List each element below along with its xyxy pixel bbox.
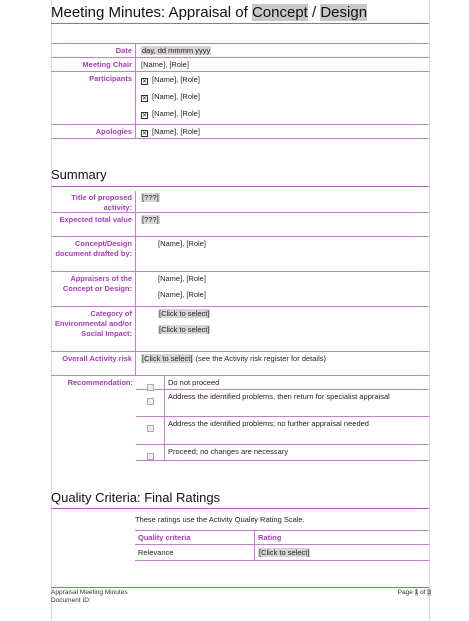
- quality-header-row: Quality criteria Rating: [135, 531, 429, 545]
- rating-select[interactable]: [Click to select]: [259, 548, 310, 557]
- risk-row: Overall Activity risk [Click to select] (see the Activity risk register for details): [51, 352, 429, 376]
- chair-row: Meeting Chair [Name], [Role]: [51, 58, 429, 72]
- quality-heading: Quality Criteria: Final Ratings: [51, 490, 221, 505]
- summary-heading: Summary: [51, 167, 107, 182]
- rec-option: Address the identified problems, then return for specialist appraisal: [136, 390, 429, 417]
- category-select[interactable]: [Click to select]: [159, 309, 210, 318]
- date-row: Date day, dd mmmm yyyy: [51, 44, 429, 58]
- summary-rule: [51, 186, 429, 187]
- checkbox-icon[interactable]: ✕: [142, 79, 148, 85]
- checkbox-icon[interactable]: [147, 425, 154, 432]
- concept-field[interactable]: Concept: [251, 4, 308, 21]
- title-underline: [51, 23, 429, 24]
- risk-select[interactable]: [Click to select]: [142, 354, 193, 363]
- category-row: Category of Environmental and/or Social Impact: [Click to select] [Click to select]: [51, 307, 429, 352]
- checkbox-icon[interactable]: [147, 398, 154, 405]
- table-row: Relevance [Click to select]: [135, 545, 429, 561]
- checkbox-icon[interactable]: ✕: [142, 113, 148, 119]
- checkbox-icon[interactable]: ✕: [142, 131, 148, 137]
- participant-item: ✕ [Name], [Role]: [142, 109, 200, 119]
- recommendation-row: Recommendation: Do not proceed Address the identified problems, then return for specialist appraisal Address the identified problems; no further appraisal needed Proceed; no changes are necessary: [51, 376, 429, 461]
- rec-option: Do not proceed: [136, 376, 429, 390]
- checkbox-icon[interactable]: [147, 453, 154, 460]
- margin-guide-right: [429, 0, 430, 621]
- checkbox-icon[interactable]: ✕: [142, 96, 148, 102]
- apologies-row: Apologies ✕ [Name], [Role]: [51, 125, 429, 139]
- quality-table: [135, 530, 429, 561]
- rec-option: Proceed; no changes are necessary: [136, 445, 429, 461]
- design-field[interactable]: Design: [320, 4, 368, 21]
- summary-table: [51, 191, 429, 461]
- meta-table: [51, 43, 429, 139]
- footer-rule: [51, 587, 429, 588]
- page-title: Meeting Minutes: Appraisal of Concept / Design: [51, 4, 368, 21]
- title-row: Title of proposed activity: [???]: [51, 191, 429, 213]
- page-number: Page 1 of 3: [397, 589, 431, 596]
- rec-option: Address the identified problems; no further appraisal needed: [136, 417, 429, 445]
- total-field[interactable]: [???]: [142, 215, 159, 224]
- date-field[interactable]: day, dd mmmm yyyy: [142, 46, 211, 55]
- title-field[interactable]: [???]: [142, 193, 159, 202]
- chair-value: [Name], [Role]: [141, 60, 189, 69]
- participant-item: ✕ [Name], [Role]: [142, 92, 200, 102]
- quality-intro: These ratings use the Activity Quality Rating Scale.: [135, 515, 305, 524]
- footer-text: Appraisal Meeting Minutes Document ID:: [51, 589, 128, 604]
- category-select[interactable]: [Click to select]: [159, 325, 210, 334]
- total-row: Expected total value [???]: [51, 213, 429, 237]
- participant-item: ✕ [Name], [Role]: [142, 75, 200, 85]
- appraisers-row: Appraisers of the Concept or Design: [Name], [Role] [Name], [Role]: [51, 272, 429, 307]
- quality-rule: [51, 508, 429, 509]
- doc-row: Concept/Design document drafted by: [Name], [Role]: [51, 237, 429, 272]
- participants-row: Participants ✕ [Name], [Role] ✕ [Name], [Role] ✕ [Name], [Role]: [51, 72, 429, 125]
